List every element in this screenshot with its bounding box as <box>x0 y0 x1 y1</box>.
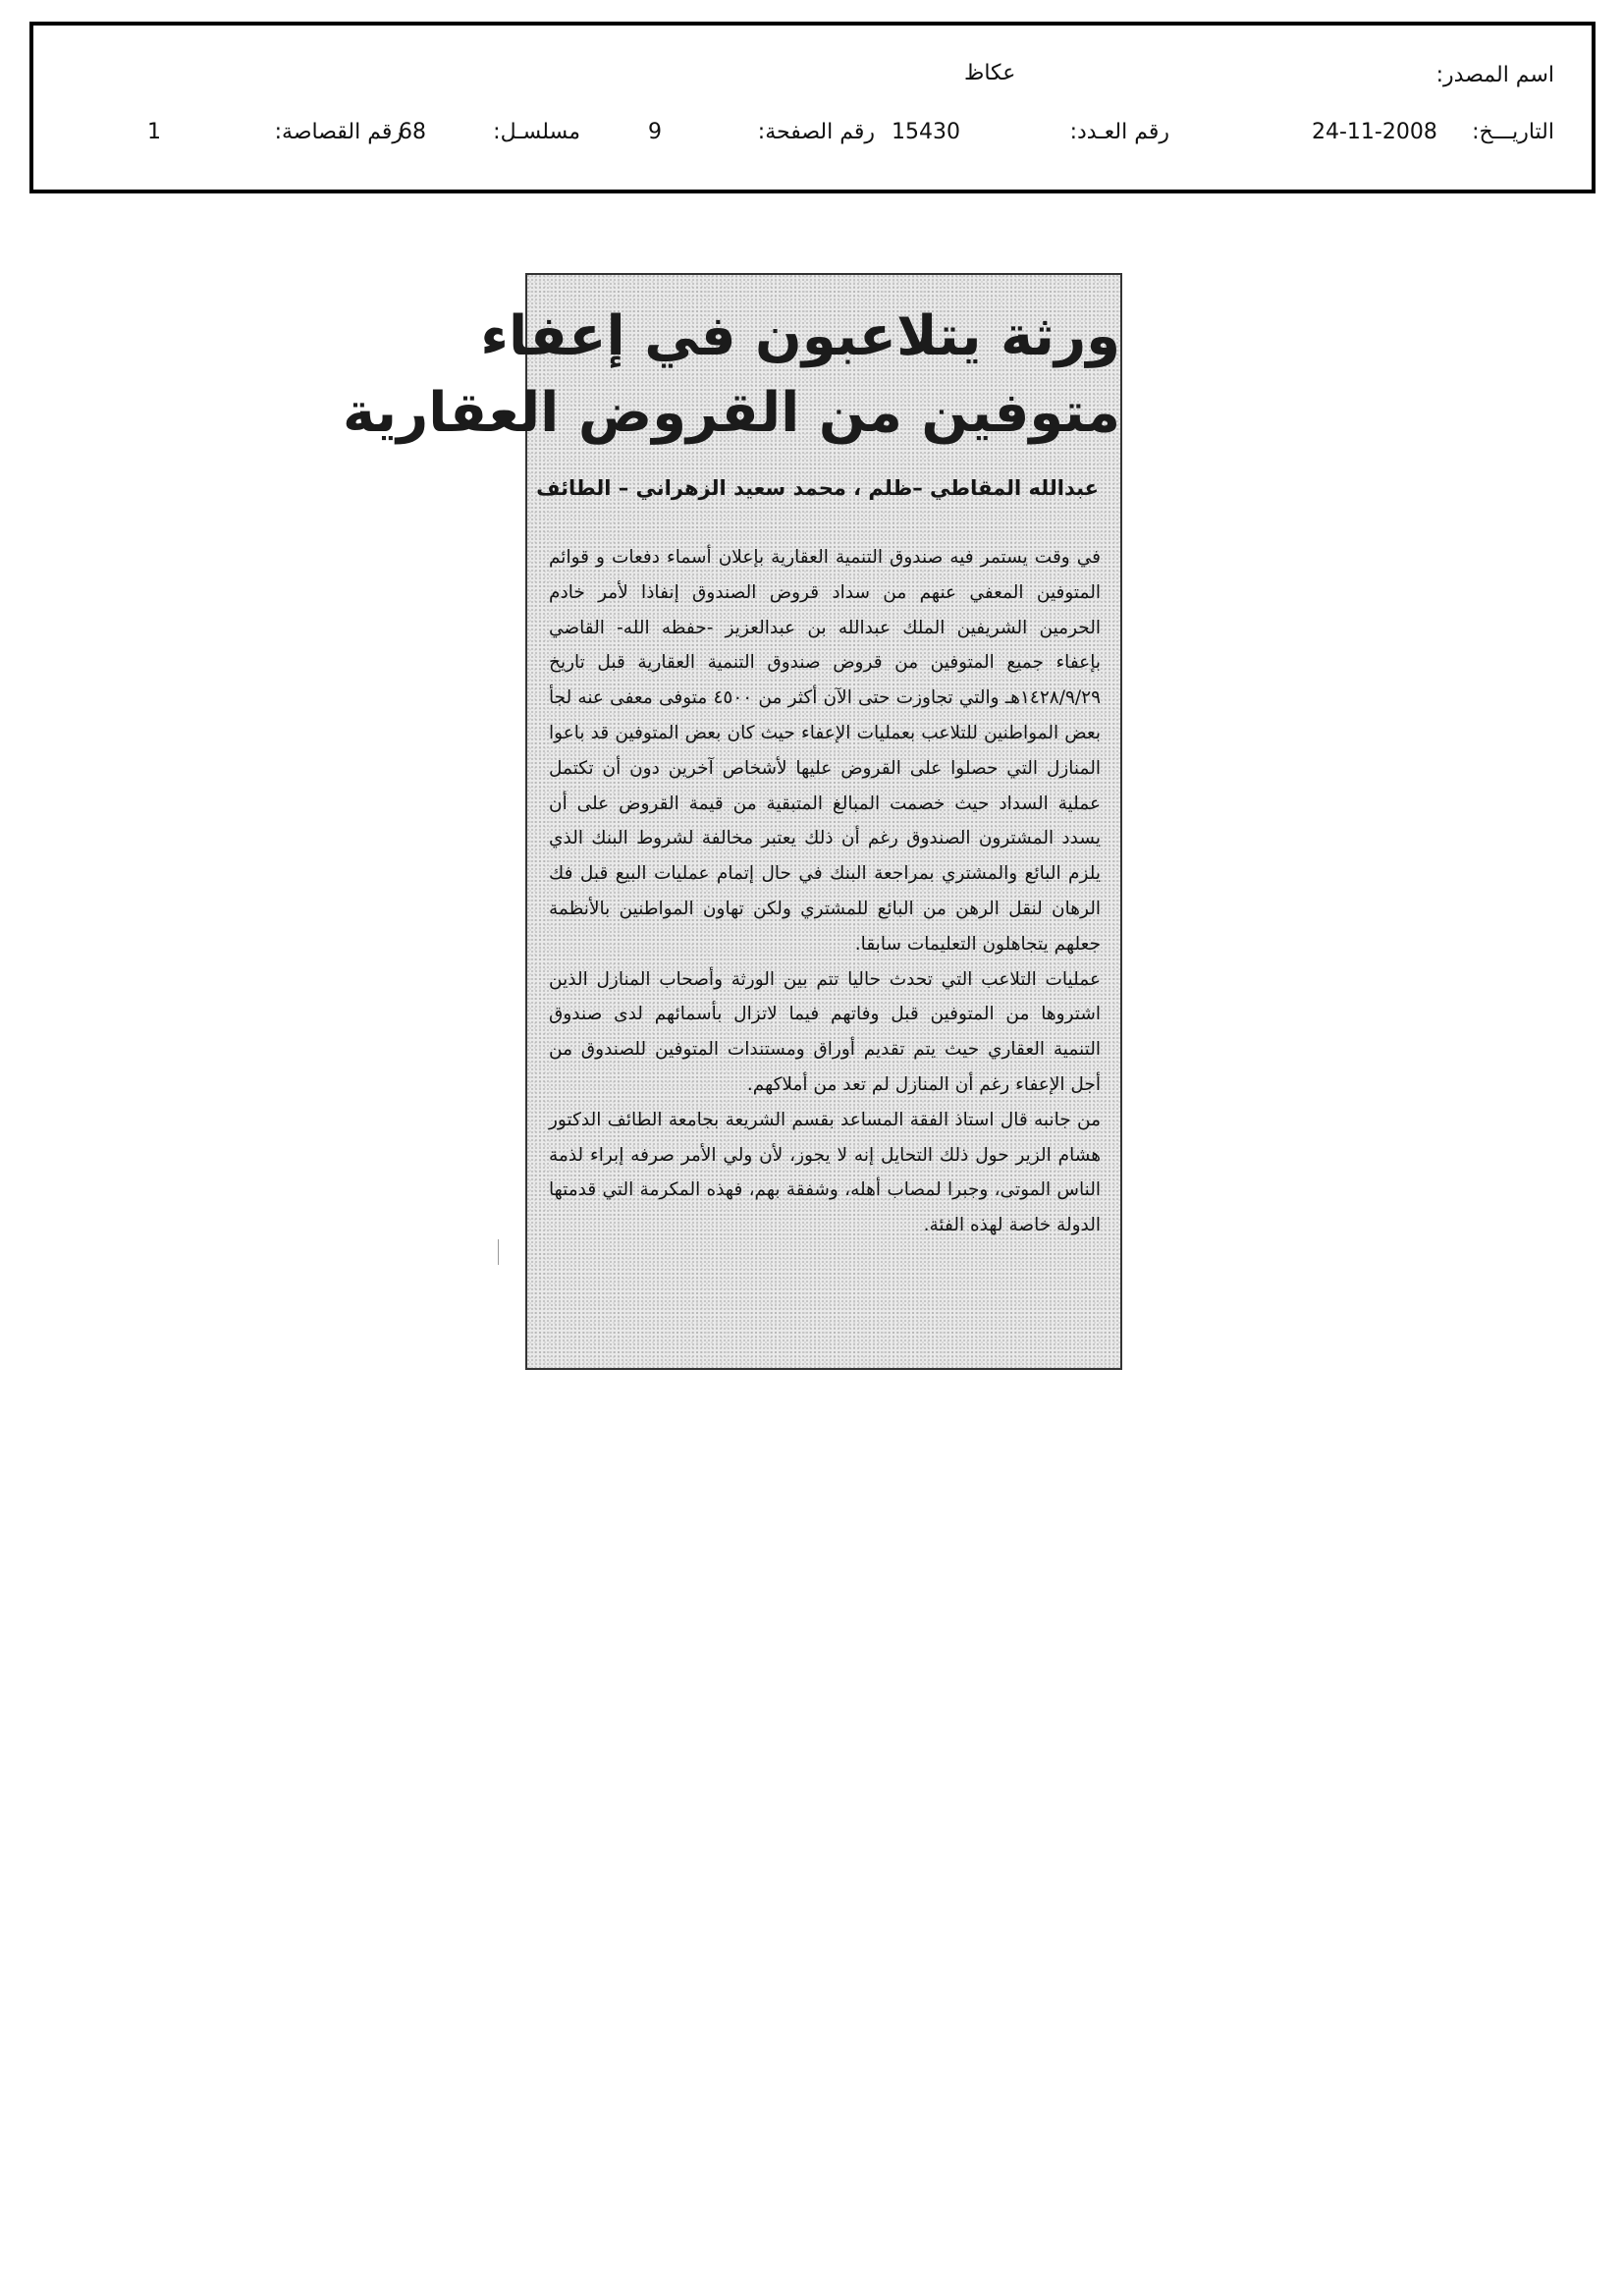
source-value: عكاظ <box>964 61 1016 85</box>
issue-label: رقم العـدد: <box>1069 120 1169 144</box>
serial-value: 68 <box>399 120 426 144</box>
issue-value: 15430 <box>892 120 960 144</box>
article-paragraph-1: في وقت يستمر فيه صندوق التنمية العقارية بإعلان أسماء دفعات و قوائم المتوفين المعفي عنهم من سداد قروض الصندوق إنفاذا لأمر خادم الحرمين الشريفين الملك عبدالله بن عبدالعزيز -حفظه الله- القاضي بإعفاء جميع المتوفين من قروض صندوق التنمية العقارية قبل تاريخ ١٤٢٨/٩/٢٩هـ والتي تجاوزت حتى الآن أكثر من ٤٥٠٠ متوفى معفى عنه لجأ بعض المواطنين للتلاعب بعمليات الإعفاء حيث كان بعض المتوفين قد باعوا المنازل التي حصلوا على القروض عليها لأشخاص آخرين دون أن تكتمل عملية السداد حيث خصمت المبالغ المتبقية من قيمة القروض على أن يسدد المشترون الصندوق رغم أن ذلك يعتبر مخالفة لشروط البنك الذي يلزم البائع والمشتري بمراجعة البنك في حال إتمام عمليات البيع قبل فك الرهان لنقل الرهن من البائع للمشتري ولكن تهاون المواطنين بالأنظمة جعلهم يتجاهلون التعليمات سابقا. <box>549 547 1102 955</box>
serial-label: مسلسـل: <box>493 120 580 144</box>
newspaper-clipping <box>342 273 1122 1370</box>
page-label: رقم الصفحة: <box>757 120 875 144</box>
clip-value: 1 <box>147 120 161 144</box>
scan-mark <box>498 1239 499 1265</box>
clip-label: رقم القصاصة: <box>274 120 403 144</box>
date-label: التاريـــخ: <box>1472 120 1554 144</box>
headline-line-1: ورثة يتلاعبون في إعفاء <box>480 304 1120 368</box>
metadata-box <box>29 22 1596 193</box>
date-value: 24-11-2008 <box>1312 120 1437 144</box>
byline: عبدالله المقاطي –ظلم ، محمد سعيد الزهراني – الطائف <box>536 476 1099 500</box>
article-paragraph-2: عمليات التلاعب التي تحدث حاليا تتم بين الورثة وأصحاب المنازل الذين اشتروها من المتوفين قبل وفاتهم فيما لاتزال بأسمائهم لدى صندوق التنمية العقاري حيث يتم تقديم أوراق ومستندات المتوفين للصندوق من أجل الإعفاء رغم أن المنازل لم تعد من أملاكهم. <box>549 968 1101 1095</box>
source-label: اسم المصدر: <box>1435 63 1554 87</box>
article-body <box>549 540 1101 1243</box>
page-value: 9 <box>648 120 662 144</box>
article-paragraph-3: من جانبه قال استاذ الفقة المساعد بقسم الشريعة بجامعة الطائف الدكتور هشام الزير حول ذلك التحايل إنه لا يجوز، لأن ولي الأمر صرفه إبراء لذمة الناس الموتى، وجبرا لمصاب أهله، وشفقة بهم، فهذه المكرمة التي قدمتها الدولة خاصة لهذه الفئة. <box>549 1109 1101 1236</box>
headline-line-2: متوفين من القروض العقارية <box>342 381 1120 445</box>
